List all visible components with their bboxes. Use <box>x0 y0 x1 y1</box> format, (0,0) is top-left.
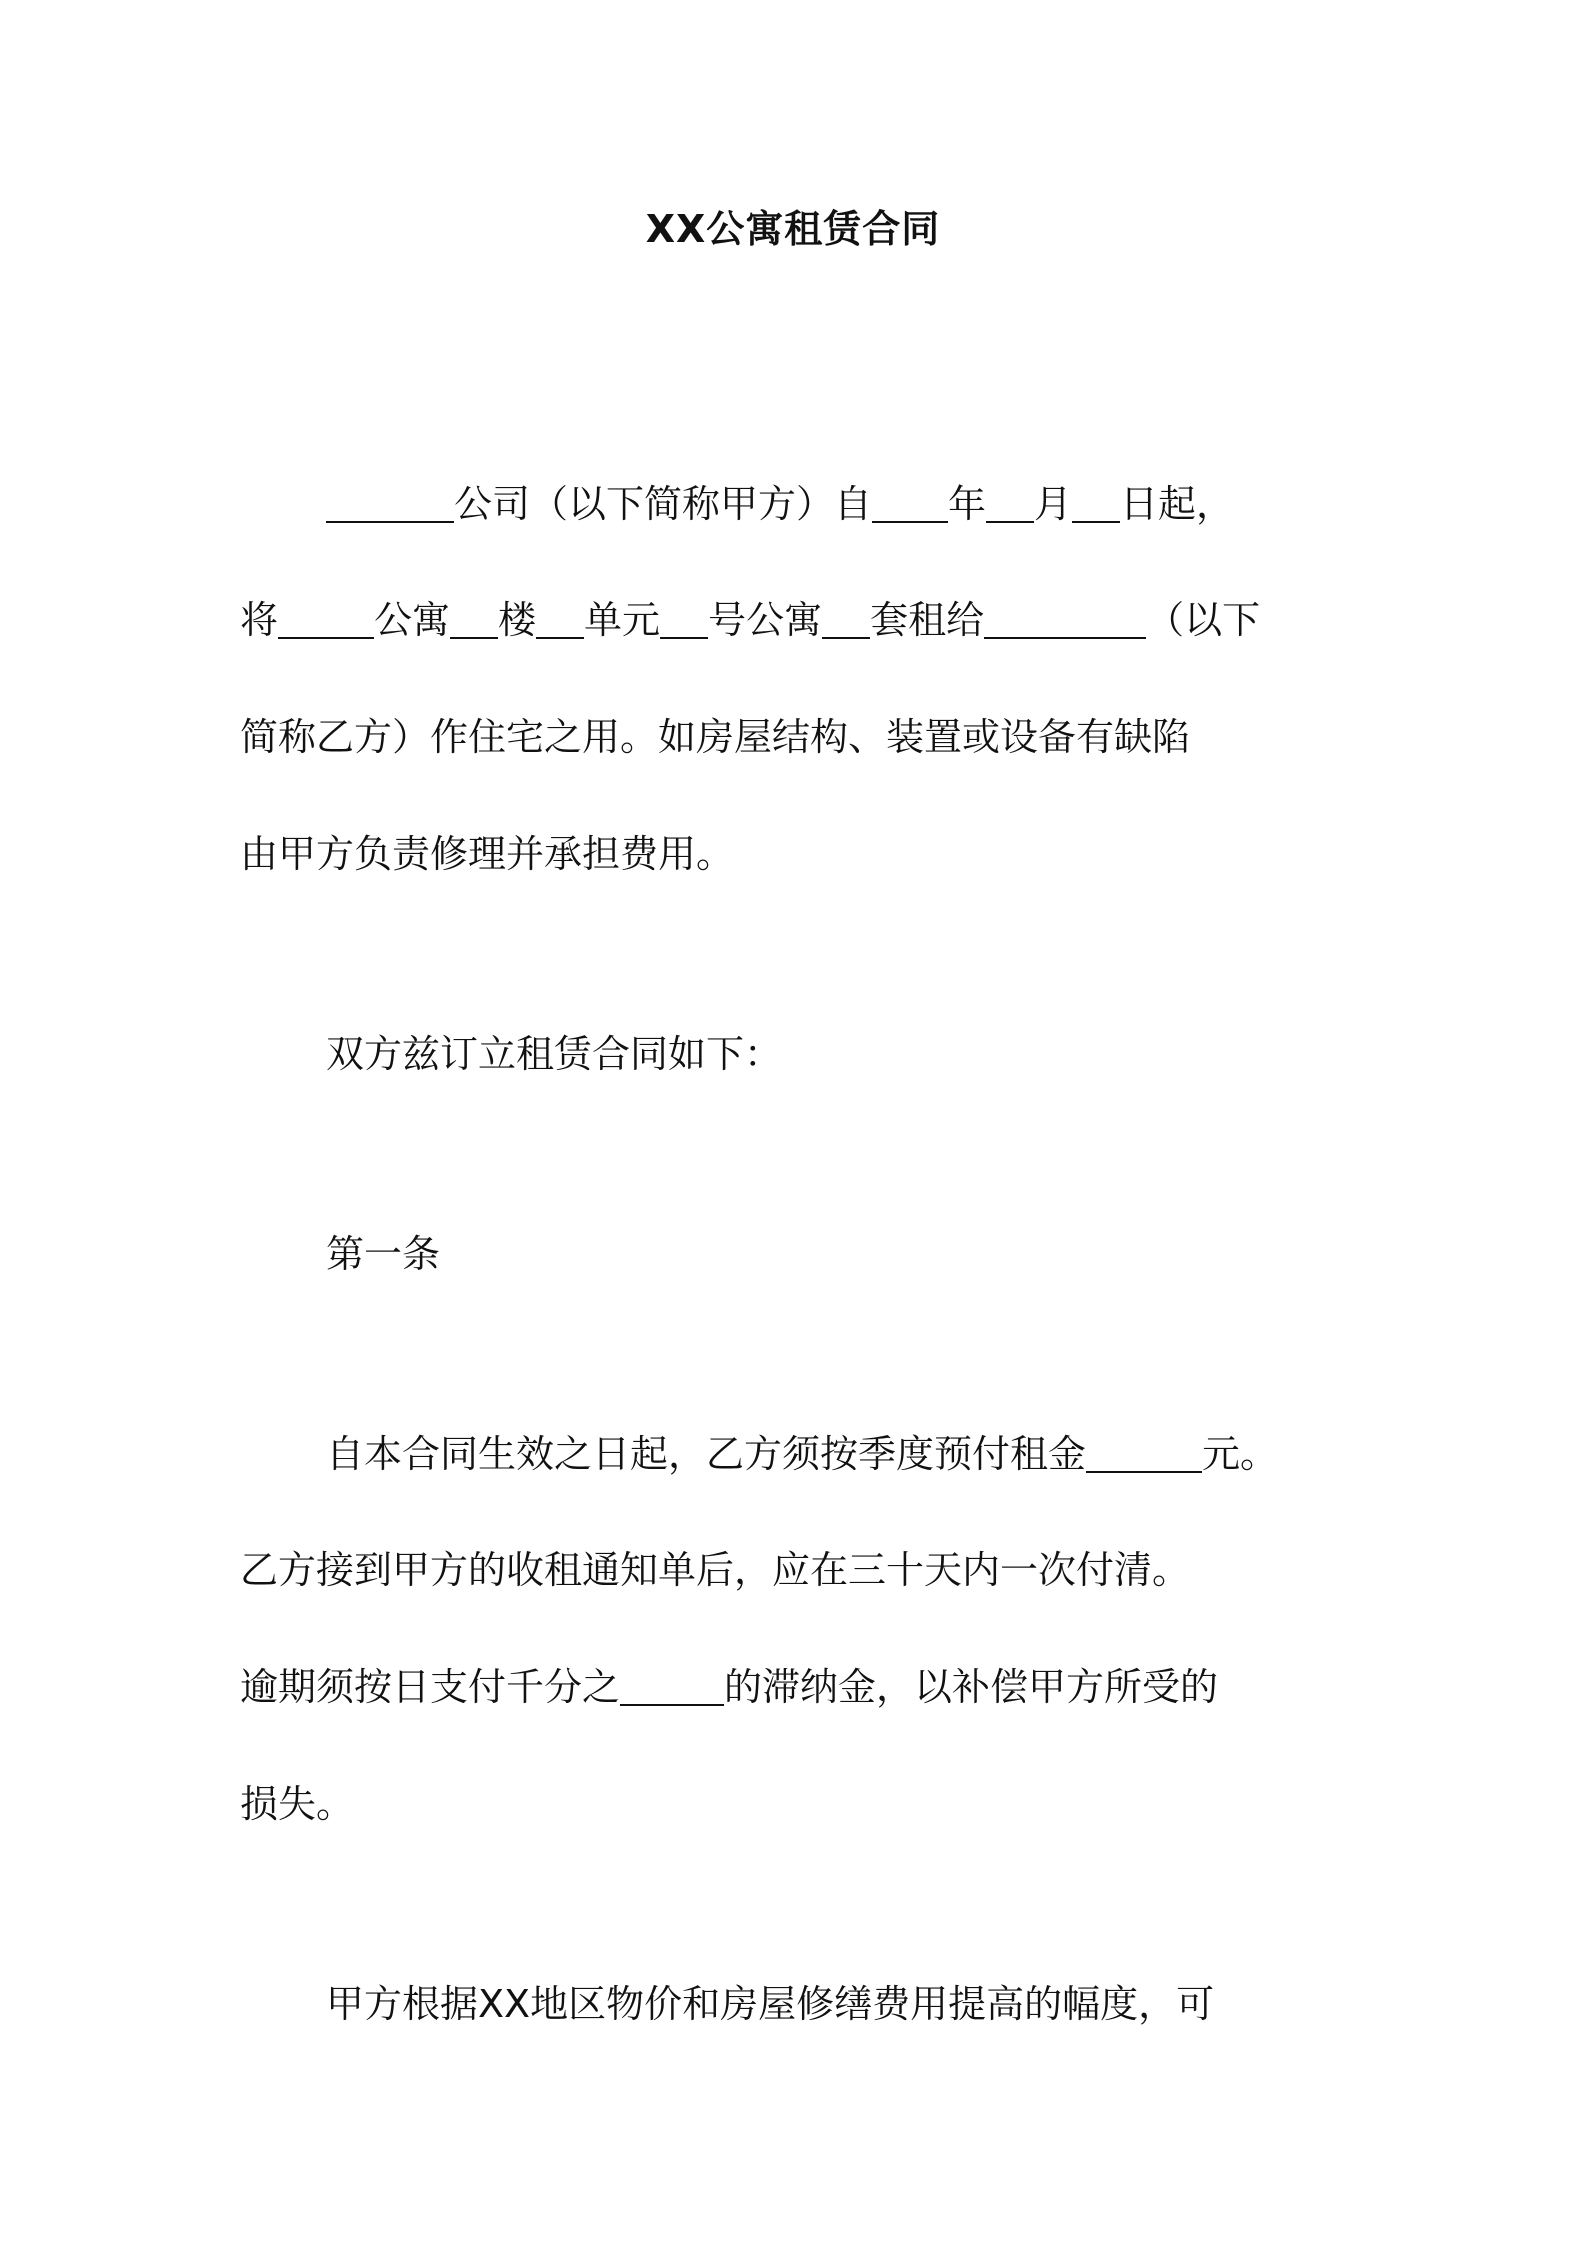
blank-tenant <box>984 597 1146 639</box>
blank-number <box>660 597 708 639</box>
para-last-line1: 甲方根据XX地区物价和房屋修缮费用提高的幅度，可 <box>326 1982 1215 2026</box>
blank-building <box>450 597 498 639</box>
blank-year <box>872 481 948 523</box>
document-title: XX公寓租赁合同 <box>645 207 941 251</box>
blank-month <box>986 481 1034 523</box>
article1-line3: 逾期须按日支付千分之 的滞纳金，以补偿甲方所受的 <box>240 1665 1219 1709</box>
article1-line4: 损失。 <box>240 1782 355 1826</box>
blank-company <box>326 481 454 523</box>
article1-line1: 自本合同生效之日起，乙方须按季度预付租金 元。 <box>326 1432 1279 1476</box>
blank-late-fee-rate <box>620 1664 724 1706</box>
blank-apartment-name <box>278 597 374 639</box>
article1-line2: 乙方接到甲方的收租通知单后，应在三十天内一次付清。 <box>240 1548 1191 1592</box>
blank-rent-amount <box>1086 1431 1202 1473</box>
blank-day <box>1072 481 1120 523</box>
para1-line3: 简称乙方）作住宅之用。如房屋结构、装置或设备有缺陷 <box>240 715 1191 759</box>
article1-heading: 第一条 <box>326 1232 441 1276</box>
blank-sets <box>822 597 870 639</box>
intro-line: 双方兹订立租赁合同如下： <box>326 1032 783 1076</box>
para1-line2: 将 公寓 楼 单元 号公寓 套租给 （以下 <box>240 598 1261 642</box>
para1-line4: 由甲方负责修理并承担费用。 <box>240 832 735 876</box>
para1-line1: 公司（以下简称甲方）自 年 月 日起， <box>326 477 1234 531</box>
blank-unit <box>536 597 584 639</box>
